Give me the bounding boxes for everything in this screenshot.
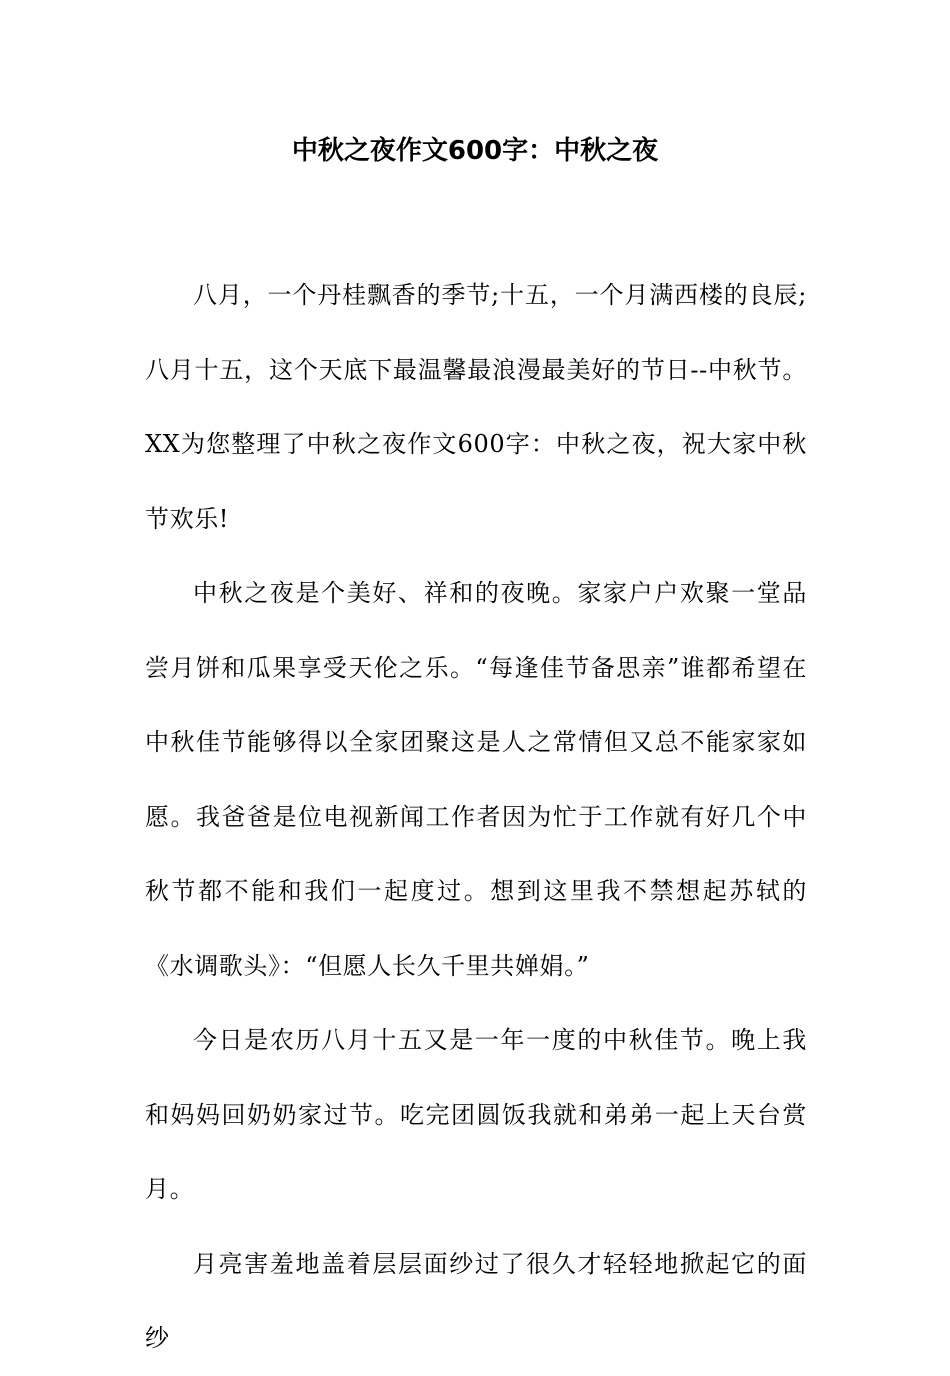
paragraph-4: 月亮害羞地盖着层层面纱过了很久才轻轻地掀起它的面纱 (145, 1249, 807, 1352)
document-body (145, 258, 807, 1376)
paragraph-1: 八月，一个丹桂飘香的季节;十五，一个月满西楼的良辰;八月十五，这个天底下最温馨最浪漫最美好的节日--中秋节。XX为您整理了中秋之夜作文600字：中秋之夜，祝大家中秋节欢乐! (145, 281, 807, 533)
document-title: 中秋之夜作文600字：中秋之夜 (291, 136, 659, 166)
paragraph-2: 中秋之夜是个美好、祥和的夜晚。家家户户欢聚一堂品尝月饼和瓜果享受天伦之乐。“每逢佳节备思亲”谁都希望在中秋佳节能够得以全家团聚这是人之常情但又总不能家家如愿。我爸爸是位电视新闻工作者因为忙于工作就有好几个中秋节都不能和我们一起度过。想到这里我不禁想起苏轼的《水调歌头》：“但愿人长久千里共婵娟。” (145, 579, 807, 980)
paragraph-3: 今日是农历八月十五又是一年一度的中秋佳节。晚上我和妈妈回奶奶家过节。吃完团圆饭我就和弟弟一起上天台赏月。 (145, 1026, 807, 1203)
